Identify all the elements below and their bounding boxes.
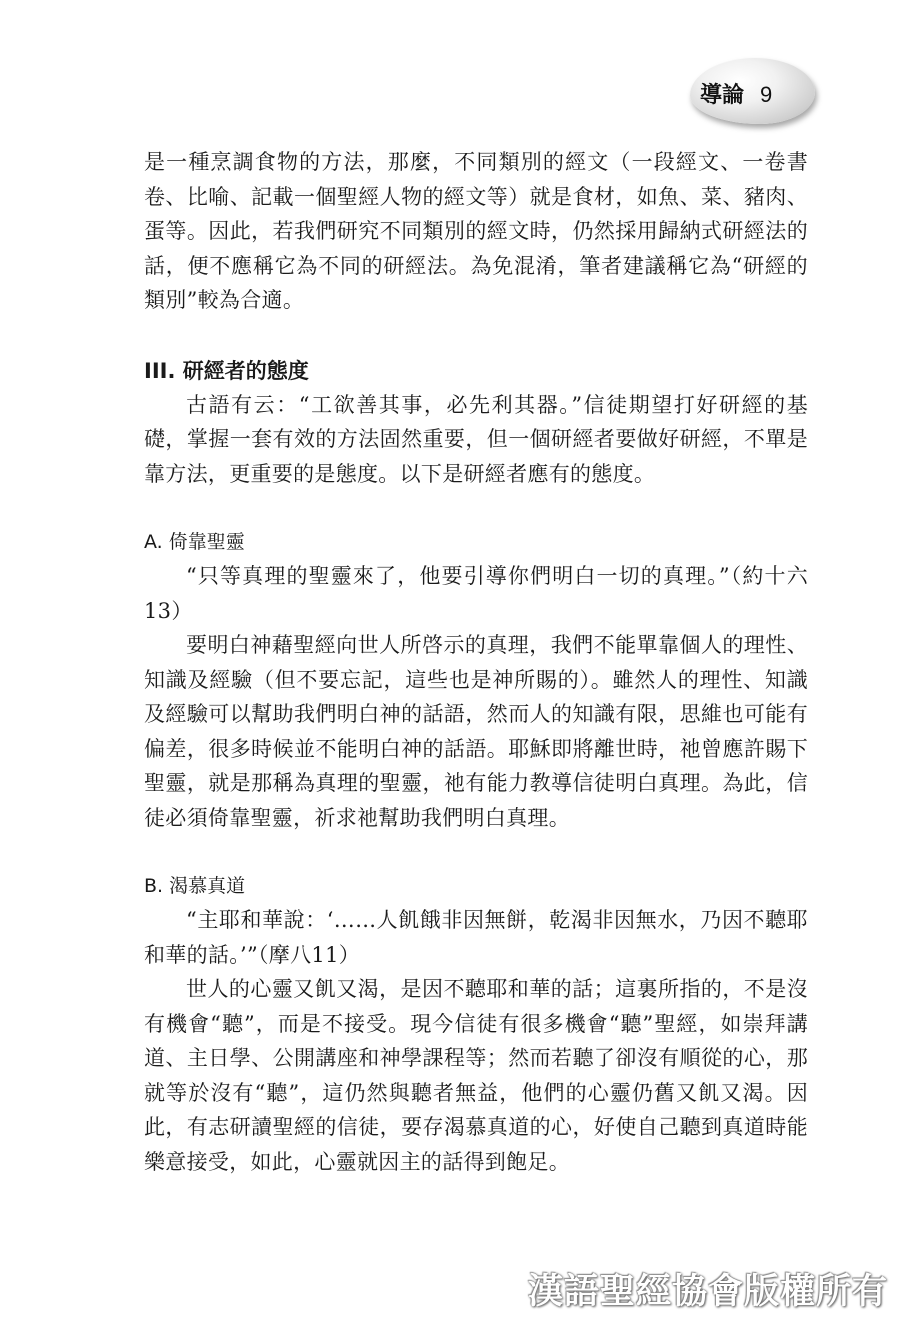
page-body — [144, 145, 808, 1179]
subsection-heading-b: B. 渴慕真道 — [144, 875, 246, 897]
section-a-quote: “只等真理的聖靈來了，他要引導你們明白一切的真理。”（約十六13） — [144, 564, 808, 623]
intro-paragraph: 是一種烹調食物的方法，那麼，不同類別的經文（一段經文、一卷書卷、比喻、記載一個聖經人物的經文等）就是食材，如魚、菜、豬肉、蛋等。因此，若我們研究不同類別的經文時，仍然採用歸納式研經法的話，便不應稱它為不同的研經法。為免混淆，筆者建議稱它為“研經的類別”較為合適。 — [144, 150, 808, 312]
copyright-watermark: 漢語聖經協會版權所有 — [527, 1272, 888, 1312]
subsection-heading-a: A. 倚靠聖靈 — [144, 531, 245, 553]
section-b-quote: “主耶和華說：‘……人飢餓非因無餅，乾渴非因無水，乃因不聽耶和華的話。’”（摩八11） — [144, 908, 808, 967]
section-iii-paragraph: 古語有云：“工欲善其事，必先利其器。”信徒期望打好研經的基礎，掌握一套有效的方法固然重要，但一個研經者要做好研經，不單是靠方法，更重要的是態度。以下是研經者應有的態度。 — [144, 392, 808, 486]
chapter-title: 導論 — [700, 83, 745, 108]
page-number: 9 — [760, 82, 773, 107]
running-header — [700, 78, 772, 109]
section-a-paragraph: 要明白神藉聖經向世人所啓示的真理，我們不能單靠個人的理性、知識及經驗（但不要忘記，這些也是神所賜的）。雖然人的理性、知識及經驗可以幫助我們明白神的話語，然而人的知識有限，思維也可能有偏差，很多時候並不能明白神的話語。耶穌即將離世時，祂曾應許賜下聖靈，就是那稱為真理的聖靈，祂有能力教導信徒明白真理。為此，信徒必須倚靠聖靈，祈求祂幫助我們明白真理。 — [144, 633, 808, 830]
section-b-paragraph: 世人的心靈又飢又渴，是因不聽耶和華的話；這裏所指的，不是沒有機會“聽”，而是不接受。現今信徒有很多機會“聽”聖經，如崇拜講道、主日學、公開講座和神學課程等；然而若聽了卻沒有順從的心，那就等於沒有“聽”，這仍然與聽者無益，他們的心靈仍舊又飢又渴。因此，有志研讀聖經的信徒，要存渴慕真道的心，好使自己聽到真道時能樂意接受，如此，心靈就因主的話得到飽足。 — [144, 977, 808, 1174]
section-heading-iii: III. 研經者的態度 — [144, 358, 309, 383]
